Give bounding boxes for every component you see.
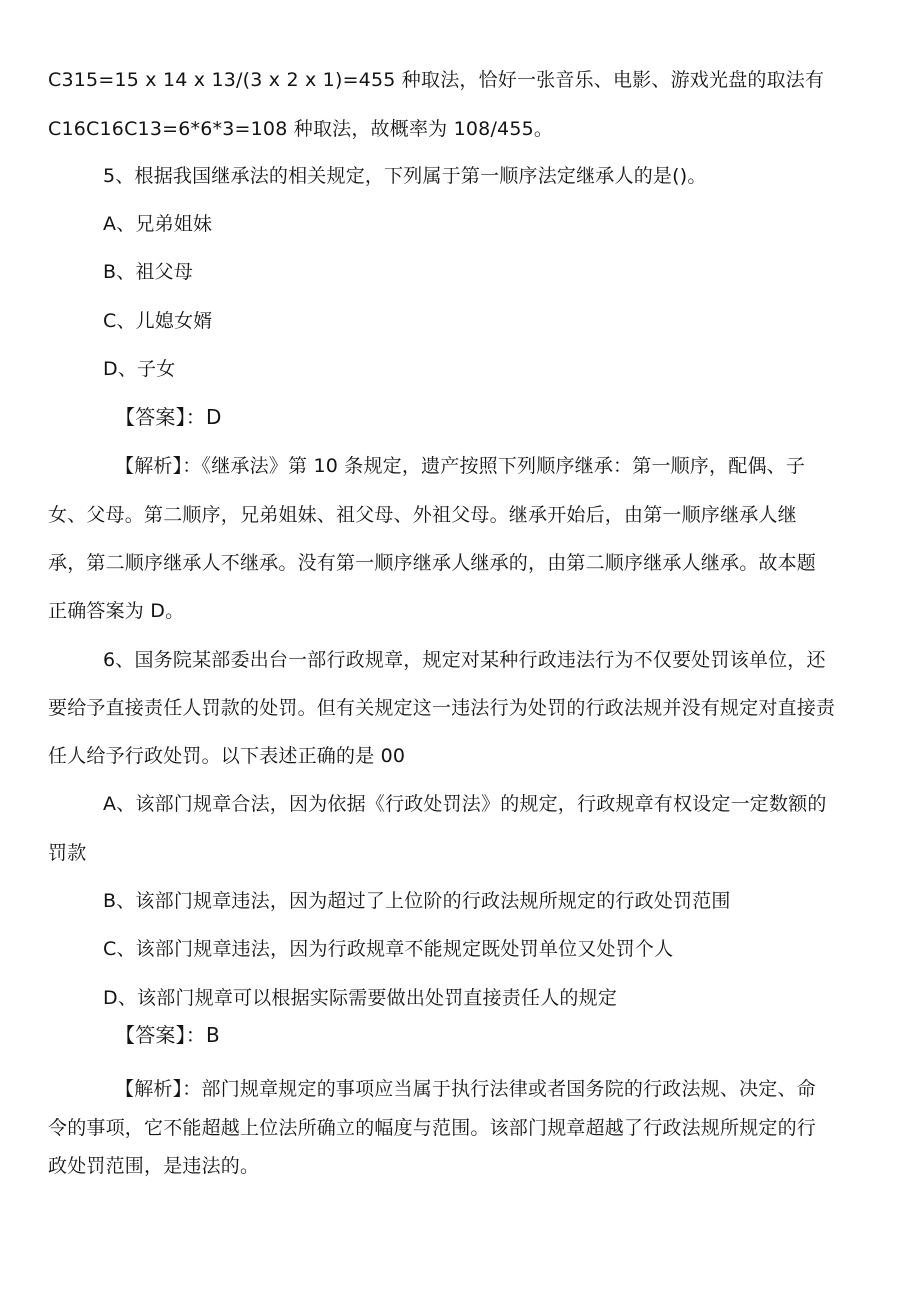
q6-stem-line: 要给予直接责任人罚款的处罚。但有关规定这一违法行为处罚的行政法规并没有规定对直接责 [48,697,836,719]
q5-analysis-line: 女、父母。第二顺序，兄弟姐妹、祖父母、外祖父母。继承开始后，由第一顺序继承人继 [48,504,797,526]
q6-analysis-line: 政处罚范围，是违法的。 [48,1155,260,1177]
q6-analysis-line: 【解析】：部门规章规定的事项应当属于执行法律或者国务院的行政法规、决定、命 [115,1078,816,1100]
q5-option-c: C、儿媳女婿 [103,310,213,332]
q5-analysis-line: 正确答案为 D。 [48,600,185,622]
q5-analysis-line: 【解析】：《继承法》第 10 条规定，遗产按照下列顺序继承：第一顺序，配偶、子 [115,455,806,477]
q5-answer: 【答案】：D [115,405,222,429]
q6-stem-line: 任人给予行政处罚。以下表述正确的是 00 [48,745,406,767]
q6-answer: 【答案】：B [115,1023,220,1047]
q5-option-d: D、子女 [103,358,176,380]
q5-analysis-line: 承，第二顺序继承人不继承。没有第一顺序继承人继承的，由第二顺序继承人继承。故本题 [48,552,817,574]
q5-stem: 5、根据我国继承法的相关规定，下列属于第一顺序法定继承人的是()。 [103,165,707,187]
q6-option-c: C、该部门规章违法，因为行政规章不能规定既处罚单位又处罚个人 [103,938,674,960]
q5-option-b: B、祖父母 [103,261,194,283]
q6-option-a-cont: 罚款 [48,842,87,864]
q6-option-d: D、该部门规章可以根据实际需要做出处罚直接责任人的规定 [103,987,618,1009]
q6-option-a: A、该部门规章合法，因为依据《行政处罚法》的规定，行政规章有权设定一定数额的 [103,793,827,815]
q6-stem-line: 6、国务院某部委出台一部行政规章，规定对某种行政违法行为不仅要处罚该单位，还 [103,649,826,671]
continuation-line-2: C16C16C13=6*6*3=108 种取法，故概率为 108/455。 [48,118,554,140]
q5-option-a: A、兄弟姐妹 [103,213,213,235]
q6-option-b: B、该部门规章违法，因为超过了上位阶的行政法规所规定的行政处罚范围 [103,890,731,912]
q6-analysis-line: 令的事项，它不能超越上位法所确立的幅度与范围。该部门规章超越了行政法规所规定的行 [48,1117,817,1139]
continuation-line-1: C315=15 x 14 x 13/(3 x 2 x 1)=455 种取法，恰好一张音乐、电影、游戏光盘的取法有 [48,69,825,91]
